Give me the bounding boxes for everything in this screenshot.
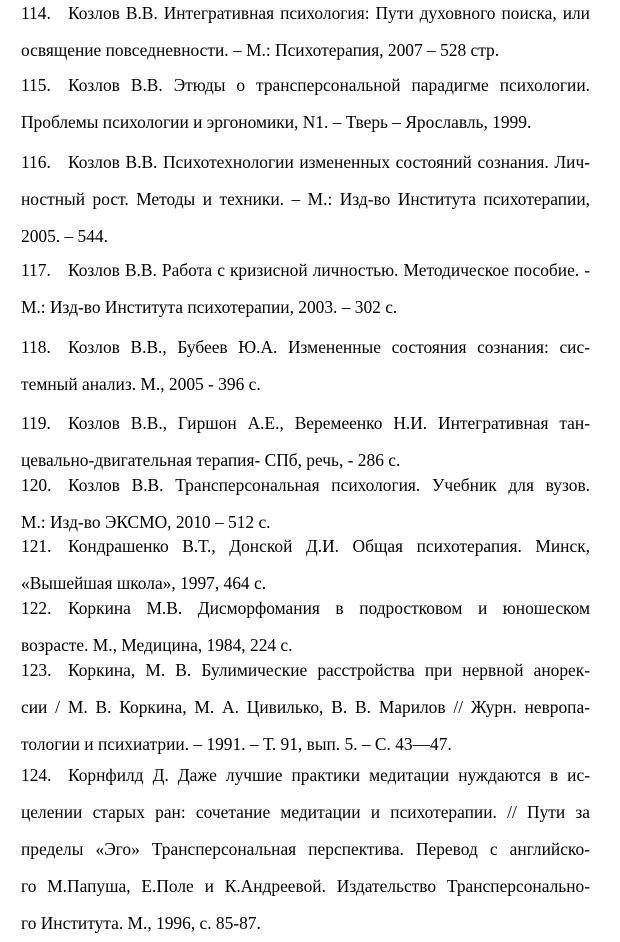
reference-entry — [21, 0, 590, 69]
reference-text-line: М.: Изд-во Института психотерапии, 2003. – 302 с. — [21, 297, 398, 317]
reference-text-line: Козлов В.В. Этюды о трансперсональной парадигме психологии. — [68, 75, 590, 95]
reference-text-line: Козлов В.В., Бубеев Ю.А. Измененные состояния сознания: сис- — [68, 337, 590, 357]
reference-text-line: Козлов В.В. Психотехнологии измененных состояний сознания. Лич- — [68, 152, 590, 172]
reference-text-line: сии / М. В. Коркина, М. А. Цивилько, В. В. Марилов // Журн. невропа- — [21, 697, 590, 717]
reference-entry — [21, 757, 590, 942]
reference-text-line: темный анализ. М., 2005 - 396 с. — [21, 374, 261, 394]
reference-text-line: возрасте. М., Медицина, 1984, 224 с. — [21, 635, 293, 655]
reference-text-line: цевально-двигательная терапия- СПб, речь, - 286 с. — [21, 450, 401, 470]
reference-text-line: «Вышейшая школа», 1997, 464 с. — [21, 573, 267, 593]
reference-text-line: Козлов В.В., Гиршон А.Е., Веремеенко Н.И. Интегративная тан- — [68, 413, 590, 433]
reference-text-line: Коркина М.В. Дисморфомания в подростковом и юношеском — [68, 598, 590, 618]
reference-number: 118. — [21, 337, 51, 357]
reference-entry — [21, 652, 590, 763]
reference-text-line: Козлов В.В. Трансперсональная психология. Учебник для вузов. — [68, 475, 590, 495]
reference-text-line: М.: Изд-во ЭКСМО, 2010 – 512 с. — [21, 512, 271, 532]
reference-entry — [21, 67, 590, 141]
reference-text-line: освящение повседневности. – М.: Психотерапия, 2007 – 528 стр. — [21, 40, 500, 60]
reference-number: 120. — [21, 475, 52, 495]
reference-text-line: Козлов В.В. Работа с кризисной личностью. Методическое пособие. - — [68, 260, 590, 280]
reference-text-line: тологии и психиатрии. – 1991. – Т. 91, вып. 5. – С. 43—47. — [21, 734, 452, 754]
reference-entry — [21, 252, 590, 326]
reference-number: 124. — [21, 765, 52, 785]
reference-number: 117. — [21, 260, 51, 280]
reference-text-line: Кондрашенко В.Т., Донской Д.И. Общая психотерапия. Минск, — [68, 536, 590, 556]
reference-number: 122. — [21, 598, 52, 618]
reference-text-line: 2005. – 544. — [21, 226, 108, 246]
reference-number: 115. — [21, 75, 51, 95]
reference-number: 123. — [21, 660, 52, 680]
reference-text-line: го М.Папуша, Е.Поле и К.Андреевой. Издательство Трансперсонально- — [21, 876, 590, 896]
reference-number: 119. — [21, 413, 51, 433]
reference-text-line: пределы «Эго» Трансперсональная перспектива. Перевод с английско- — [21, 839, 590, 859]
reference-number: 116. — [21, 152, 51, 172]
reference-entry — [21, 144, 590, 255]
reference-text-line: Проблемы психологии и эргономики, N1. – Тверь – Ярославль, 1999. — [21, 112, 532, 132]
reference-text-line: целении старых ран: сочетание медитации и психотерапии. // Пути за — [21, 802, 590, 822]
reference-text-line: Козлов В.В. Интегративная психология: Пути духовного поиска, или — [68, 3, 590, 23]
reference-number: 114. — [21, 3, 51, 23]
reference-entry — [21, 329, 590, 403]
reference-text-line: го Института. М., 1996, с. 85-87. — [21, 913, 261, 933]
reference-text-line: Коркина, М. В. Булимические расстройства при нервной анорек- — [68, 660, 590, 680]
reference-text-line: Корнфилд Д. Даже лучшие практики медитации нуждаются в ис- — [68, 765, 590, 785]
reference-text-line: ностный рост. Методы и техники. – М.: Изд-во Института психотерапии, — [21, 189, 590, 209]
reference-number: 121. — [21, 536, 52, 556]
